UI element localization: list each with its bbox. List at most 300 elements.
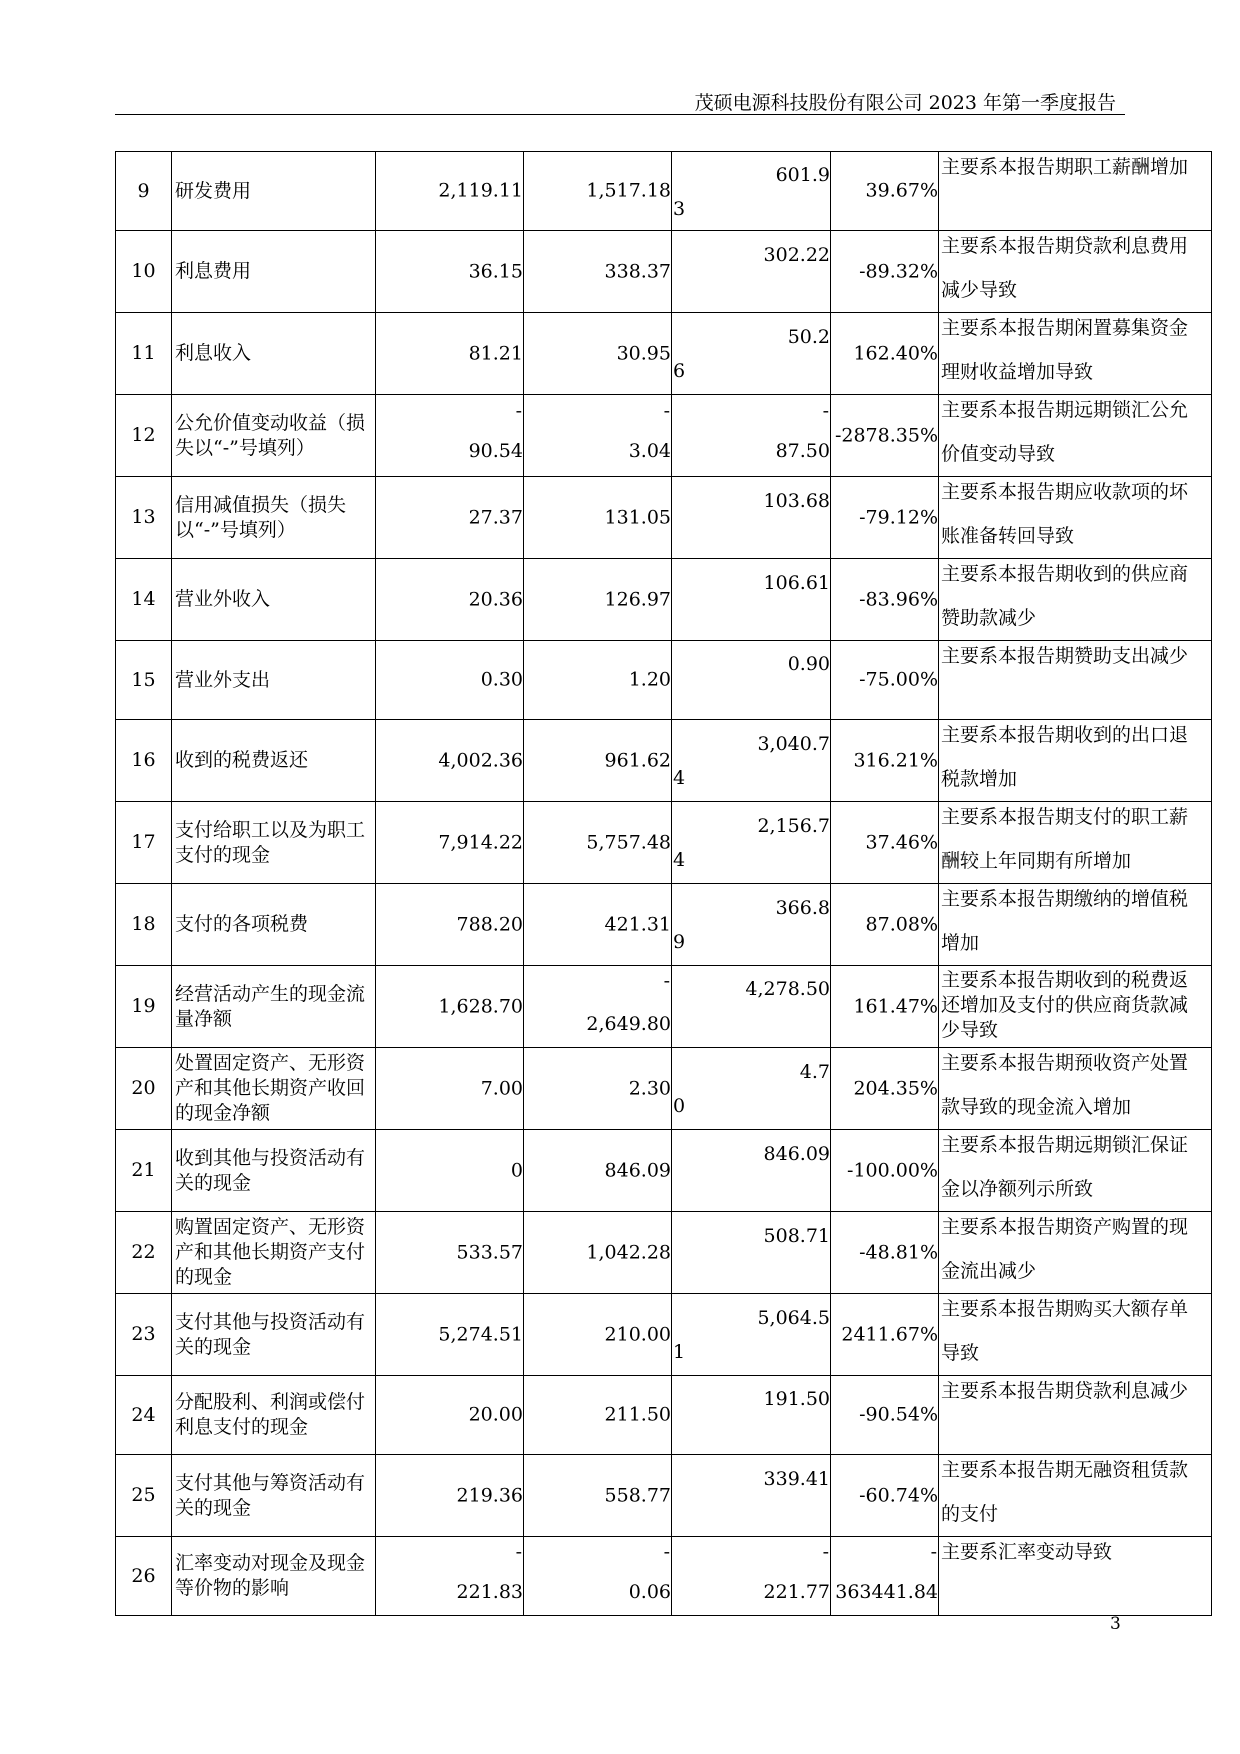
change-percent-box xyxy=(831,1296,938,1373)
change-amount-value: 302.22 xyxy=(763,244,830,266)
current-period-box xyxy=(376,1296,523,1373)
item-name-cell xyxy=(172,1537,376,1616)
row-number-cell xyxy=(116,641,172,720)
current-period-box xyxy=(376,479,523,556)
prior-period-value: 0.06 xyxy=(628,1580,671,1603)
row-number-cell xyxy=(116,231,172,313)
prior-period-box xyxy=(524,397,671,474)
prior-period-value: 131.05 xyxy=(604,506,671,528)
prior-period-box xyxy=(524,804,671,881)
row-number: 14 xyxy=(131,588,156,610)
change-percent-value: 204.35% xyxy=(853,1077,938,1099)
change-percent-value: -60.74% xyxy=(859,1484,938,1506)
current-period-box xyxy=(376,233,523,310)
reason-note: 主要系本报告期职工薪酬增加 xyxy=(941,156,1189,178)
current-period-cell xyxy=(376,1130,524,1212)
table-row xyxy=(116,1294,1212,1376)
row-number-cell xyxy=(116,1130,172,1212)
row-number-cell xyxy=(116,1537,172,1616)
item-name: 支付其他与投资活动有关的现金 xyxy=(175,1310,366,1358)
change-amount-value: 366.8 xyxy=(775,897,830,919)
prior-period-box xyxy=(524,1296,671,1373)
current-period-value: 81.21 xyxy=(468,342,523,364)
table-row xyxy=(116,477,1212,559)
change-amount-overflow-digit: 4 xyxy=(673,849,686,871)
prior-period-value: 1,042.28 xyxy=(586,1241,671,1263)
prior-period-value: 126.97 xyxy=(604,588,671,610)
prior-period-box xyxy=(524,1050,671,1127)
item-name: 公允价值变动收益（损失以“-”号填列） xyxy=(175,411,366,459)
prior-period-value: 2.30 xyxy=(628,1077,671,1099)
change-amount-cell xyxy=(672,477,831,559)
item-name: 研发费用 xyxy=(175,179,252,202)
change-amount-cell xyxy=(672,1130,831,1212)
prior-period-cell xyxy=(524,313,672,395)
reason-note: 主要系本报告期赞助支出减少 xyxy=(941,645,1189,667)
prior-period-value: 1.20 xyxy=(628,668,671,691)
reason-note: 主要系本报告期贷款利息费用减少导致 xyxy=(941,235,1189,301)
row-number: 18 xyxy=(131,913,156,935)
change-percent-value: 37.46% xyxy=(865,831,938,853)
change-percent-value: 87.08% xyxy=(865,913,938,935)
current-period-value: 20.36 xyxy=(468,588,523,610)
row-number: 23 xyxy=(131,1323,156,1345)
change-percent-box xyxy=(831,315,938,392)
current-period-box xyxy=(376,561,523,638)
current-period-value: 90.54 xyxy=(468,440,523,462)
table-row xyxy=(116,1455,1212,1537)
change-amount-value: 50.2 xyxy=(787,326,830,348)
row-number-cell xyxy=(116,720,172,802)
reason-note-cell xyxy=(939,1455,1212,1537)
prior-period-cell xyxy=(524,1130,672,1212)
prior-period-value: 210.00 xyxy=(604,1323,671,1345)
prior-period-box xyxy=(524,479,671,556)
prior-period-value: 3.04 xyxy=(628,440,671,462)
prior-period-value: 961.62 xyxy=(604,749,671,771)
change-analysis-table xyxy=(115,151,1212,1616)
change-amount-box xyxy=(672,1457,830,1534)
current-period-box xyxy=(376,886,523,963)
change-amount-box xyxy=(672,1538,830,1615)
change-percent-cell xyxy=(831,1212,939,1294)
change-amount-sign: - xyxy=(822,400,829,422)
item-name: 利息收入 xyxy=(175,342,252,364)
change-amount-sign: - xyxy=(822,1540,829,1563)
row-number: 20 xyxy=(131,1077,156,1099)
current-period-value: 0 xyxy=(510,1159,523,1181)
item-name-cell xyxy=(172,1376,376,1455)
prior-period-cell xyxy=(524,231,672,313)
current-period-value: 533.57 xyxy=(456,1241,523,1263)
reason-note-cell xyxy=(939,884,1212,966)
reason-note: 主要系本报告期远期锁汇保证金以净额列示所致 xyxy=(941,1134,1189,1200)
change-amount-box xyxy=(672,153,830,230)
reason-note-cell xyxy=(939,1294,1212,1376)
change-percent-box xyxy=(831,1457,938,1534)
prior-period-box xyxy=(524,153,671,230)
change-amount-box xyxy=(672,233,830,310)
change-amount-box xyxy=(672,804,830,881)
page-number: 3 xyxy=(1110,1614,1121,1634)
reason-note: 主要系本报告期购买大额存单导致 xyxy=(941,1298,1189,1364)
change-amount-box xyxy=(672,722,830,799)
change-percent-box xyxy=(831,886,938,963)
reason-note-cell xyxy=(939,1376,1212,1455)
current-period-cell xyxy=(376,477,524,559)
prior-period-cell xyxy=(524,802,672,884)
reason-note: 主要系本报告期应收款项的坏账准备转回导致 xyxy=(941,481,1189,547)
change-amount-overflow-digit: 1 xyxy=(673,1341,686,1363)
prior-period-value: 2,649.80 xyxy=(586,1012,671,1035)
current-period-cell xyxy=(376,884,524,966)
row-number: 21 xyxy=(131,1159,156,1181)
item-name-cell xyxy=(172,313,376,395)
item-name-cell xyxy=(172,802,376,884)
current-period-value: 788.20 xyxy=(456,913,523,935)
prior-period-sign: - xyxy=(663,969,670,992)
prior-period-value: 846.09 xyxy=(604,1159,671,1181)
current-period-box xyxy=(376,1457,523,1534)
change-amount-box xyxy=(672,1296,830,1373)
item-name: 支付给职工以及为职工支付的现金 xyxy=(175,818,366,866)
row-number: 13 xyxy=(131,506,156,528)
item-name-cell xyxy=(172,641,376,720)
change-amount-cell xyxy=(672,641,831,720)
change-amount-overflow-digit: 9 xyxy=(673,931,686,953)
change-percent-value: -90.54% xyxy=(859,1403,938,1426)
prior-period-box xyxy=(524,1214,671,1291)
prior-period-box xyxy=(524,642,671,719)
table-row xyxy=(116,1376,1212,1455)
reason-note: 主要系本报告期闲置募集资金理财收益增加导致 xyxy=(941,317,1189,383)
prior-period-cell xyxy=(524,720,672,802)
current-period-box xyxy=(376,804,523,881)
change-amount-cell xyxy=(672,1455,831,1537)
reason-note-cell xyxy=(939,477,1212,559)
table-row xyxy=(116,1048,1212,1130)
current-period-box xyxy=(376,1377,523,1454)
change-percent-box xyxy=(831,153,938,230)
current-period-value: 7.00 xyxy=(480,1077,523,1099)
current-period-cell xyxy=(376,395,524,477)
change-amount-value: 0.90 xyxy=(787,652,830,675)
item-name: 营业外收入 xyxy=(175,588,271,610)
row-number: 9 xyxy=(137,179,150,202)
change-percent-cell xyxy=(831,884,939,966)
change-amount-box xyxy=(672,561,830,638)
prior-period-cell xyxy=(524,1376,672,1455)
change-percent-cell xyxy=(831,720,939,802)
current-period-sign: - xyxy=(515,1540,522,1563)
row-number: 12 xyxy=(131,424,156,446)
change-amount-value: 508.71 xyxy=(763,1225,830,1247)
item-name: 收到其他与投资活动有关的现金 xyxy=(175,1146,366,1194)
prior-period-value: 211.50 xyxy=(604,1403,671,1426)
reason-note: 主要系本报告期缴纳的增值税增加 xyxy=(941,888,1189,954)
row-number: 11 xyxy=(131,342,156,364)
item-name: 支付的各项税费 xyxy=(175,913,309,935)
table-row xyxy=(116,152,1212,231)
table-row xyxy=(116,559,1212,641)
prior-period-box xyxy=(524,886,671,963)
row-number-cell xyxy=(116,313,172,395)
change-percent-cell xyxy=(831,966,939,1048)
row-number-cell xyxy=(116,966,172,1048)
change-percent-cell xyxy=(831,1048,939,1130)
change-percent-cell xyxy=(831,1376,939,1455)
change-amount-box xyxy=(672,479,830,556)
reason-note: 主要系本报告期收到的供应商赞助款减少 xyxy=(941,563,1189,629)
change-amount-value: 103.68 xyxy=(763,490,830,512)
change-amount-value: 846.09 xyxy=(763,1143,830,1165)
row-number-cell xyxy=(116,395,172,477)
reason-note: 主要系本报告期贷款利息减少 xyxy=(941,1380,1189,1402)
table-row xyxy=(116,884,1212,966)
header-rule xyxy=(115,114,1125,115)
change-amount-value: 4.7 xyxy=(799,1061,830,1083)
prior-period-cell xyxy=(524,1537,672,1616)
item-name-cell xyxy=(172,1294,376,1376)
change-percent-cell xyxy=(831,231,939,313)
prior-period-box xyxy=(524,967,671,1047)
current-period-cell xyxy=(376,231,524,313)
change-percent-box xyxy=(831,804,938,881)
reason-note-cell xyxy=(939,1130,1212,1212)
table-row xyxy=(116,641,1212,720)
change-percent-box xyxy=(831,479,938,556)
table-row xyxy=(116,1212,1212,1294)
row-number-cell xyxy=(116,884,172,966)
change-amount-box xyxy=(672,1377,830,1454)
row-number-cell xyxy=(116,1212,172,1294)
current-period-value: 27.37 xyxy=(468,506,523,528)
row-number: 24 xyxy=(131,1403,156,1426)
change-percent-value: -48.81% xyxy=(859,1241,938,1263)
change-amount-overflow-digit: 4 xyxy=(673,767,686,789)
reason-note: 主要系本报告期资产购置的现金流出减少 xyxy=(941,1216,1189,1282)
prior-period-cell xyxy=(524,966,672,1048)
row-number-cell xyxy=(116,152,172,231)
change-percent-cell xyxy=(831,641,939,720)
current-period-box xyxy=(376,642,523,719)
row-number: 25 xyxy=(131,1484,156,1506)
current-period-box xyxy=(376,315,523,392)
reason-note: 主要系汇率变动导致 xyxy=(941,1541,1113,1563)
change-amount-overflow-digit: 0 xyxy=(673,1095,686,1117)
prior-period-value: 1,517.18 xyxy=(586,179,671,202)
change-amount-box xyxy=(672,1132,830,1209)
change-percent-cell xyxy=(831,1130,939,1212)
prior-period-cell xyxy=(524,1455,672,1537)
row-number: 10 xyxy=(131,260,156,282)
prior-period-cell xyxy=(524,395,672,477)
change-amount-value: 3,040.7 xyxy=(757,733,830,755)
item-name-cell xyxy=(172,720,376,802)
current-period-cell xyxy=(376,1455,524,1537)
item-name: 信用减值损失（损失以“-”号填列） xyxy=(175,493,347,541)
current-period-box xyxy=(376,1132,523,1209)
change-amount-cell xyxy=(672,720,831,802)
row-number-cell xyxy=(116,1376,172,1455)
item-name: 分配股利、利润或偿付利息支付的现金 xyxy=(175,1391,366,1438)
reason-note: 主要系本报告期收到的税费返还增加及支付的供应商货款减少导致 xyxy=(941,969,1189,1041)
item-name: 收到的税费返还 xyxy=(175,749,309,771)
item-name-cell xyxy=(172,395,376,477)
current-period-box xyxy=(376,1538,523,1615)
reason-note-cell xyxy=(939,559,1212,641)
table-row xyxy=(116,720,1212,802)
reason-note-cell xyxy=(939,641,1212,720)
prior-period-value: 338.37 xyxy=(604,260,671,282)
prior-period-cell xyxy=(524,477,672,559)
change-amount-box xyxy=(672,1214,830,1291)
current-period-cell xyxy=(376,641,524,720)
table-row xyxy=(116,395,1212,477)
current-period-cell xyxy=(376,1048,524,1130)
change-percent-value: 161.47% xyxy=(853,995,938,1017)
change-percent-cell xyxy=(831,313,939,395)
current-period-value: 221.83 xyxy=(456,1580,523,1603)
prior-period-sign: - xyxy=(663,1540,670,1563)
table-row xyxy=(116,231,1212,313)
change-amount-cell xyxy=(672,884,831,966)
change-percent-box xyxy=(831,1538,938,1615)
change-percent-box xyxy=(831,722,938,799)
change-amount-cell xyxy=(672,1376,831,1455)
change-amount-box xyxy=(672,397,830,474)
table-row xyxy=(116,966,1212,1048)
change-percent-value: 316.21% xyxy=(853,749,938,771)
change-percent-box xyxy=(831,233,938,310)
change-amount-value: 221.77 xyxy=(763,1580,830,1603)
row-number-cell xyxy=(116,802,172,884)
prior-period-cell xyxy=(524,559,672,641)
reason-note: 主要系本报告期支付的职工薪酬较上年同期有所增加 xyxy=(941,806,1189,872)
current-period-box xyxy=(376,722,523,799)
change-percent-sign: - xyxy=(930,1540,937,1563)
current-period-cell xyxy=(376,966,524,1048)
change-amount-box xyxy=(672,967,830,1047)
table-row xyxy=(116,1130,1212,1212)
change-percent-cell xyxy=(831,152,939,231)
current-period-box xyxy=(376,153,523,230)
change-percent-cell xyxy=(831,395,939,477)
change-percent-cell xyxy=(831,802,939,884)
change-amount-cell xyxy=(672,231,831,313)
row-number: 26 xyxy=(131,1564,156,1587)
change-percent-value: 39.67% xyxy=(865,179,938,202)
change-percent-value: 2411.67% xyxy=(841,1323,938,1345)
reason-note-cell xyxy=(939,1048,1212,1130)
current-period-sign: - xyxy=(515,400,522,422)
table-row xyxy=(116,313,1212,395)
change-amount-cell xyxy=(672,1537,831,1616)
change-amount-value: 339.41 xyxy=(763,1468,830,1490)
row-number: 19 xyxy=(131,995,156,1017)
prior-period-value: 30.95 xyxy=(616,342,671,364)
change-percent-box xyxy=(831,1377,938,1454)
item-name-cell xyxy=(172,231,376,313)
change-amount-overflow-digit: 3 xyxy=(673,197,686,220)
prior-period-box xyxy=(524,1132,671,1209)
report-header-title: 茂硕电源科技股份有限公司 2023 年第一季度报告 xyxy=(694,92,1116,114)
change-amount-box xyxy=(672,886,830,963)
prior-period-cell xyxy=(524,1294,672,1376)
table-row xyxy=(116,802,1212,884)
reason-note-cell xyxy=(939,152,1212,231)
item-name-cell xyxy=(172,1048,376,1130)
prior-period-sign: - xyxy=(663,400,670,422)
change-percent-value: -2878.35% xyxy=(834,424,938,446)
item-name-cell xyxy=(172,477,376,559)
row-number-cell xyxy=(116,1455,172,1537)
change-percent-value: -75.00% xyxy=(859,668,938,691)
current-period-value: 1,628.70 xyxy=(438,995,523,1017)
change-amount-cell xyxy=(672,802,831,884)
prior-period-cell xyxy=(524,1212,672,1294)
row-number-cell xyxy=(116,1294,172,1376)
change-percent-value: -79.12% xyxy=(859,506,938,528)
prior-period-box xyxy=(524,1457,671,1534)
change-percent-cell xyxy=(831,477,939,559)
change-amount-value: 601.9 xyxy=(775,163,830,186)
prior-period-cell xyxy=(524,641,672,720)
item-name-cell xyxy=(172,966,376,1048)
item-name: 经营活动产生的现金流量净额 xyxy=(175,982,366,1030)
row-number-cell xyxy=(116,1048,172,1130)
change-percent-value: -83.96% xyxy=(859,588,938,610)
change-percent-box xyxy=(831,397,938,474)
item-name-cell xyxy=(172,1130,376,1212)
item-name-cell xyxy=(172,559,376,641)
current-period-value: 4,002.36 xyxy=(438,749,523,771)
change-amount-value: 5,064.5 xyxy=(757,1307,830,1329)
change-percent-cell xyxy=(831,1455,939,1537)
reason-note: 主要系本报告期无融资租赁款的支付 xyxy=(941,1459,1189,1525)
current-period-value: 7,914.22 xyxy=(438,831,523,853)
change-percent-box xyxy=(831,561,938,638)
prior-period-value: 558.77 xyxy=(604,1484,671,1506)
reason-note: 主要系本报告期远期锁汇公允价值变动导致 xyxy=(941,399,1189,465)
item-name: 处置固定资产、无形资产和其他长期资产收回的现金净额 xyxy=(175,1052,366,1124)
current-period-cell xyxy=(376,802,524,884)
row-number: 17 xyxy=(131,831,156,853)
change-amount-cell xyxy=(672,1048,831,1130)
prior-period-cell xyxy=(524,152,672,231)
change-amount-value: 2,156.7 xyxy=(757,815,830,837)
current-period-value: 36.15 xyxy=(468,260,523,282)
change-amount-cell xyxy=(672,313,831,395)
current-period-cell xyxy=(376,1537,524,1616)
prior-period-value: 421.31 xyxy=(604,913,671,935)
reason-note-cell xyxy=(939,1212,1212,1294)
change-percent-box xyxy=(831,642,938,719)
change-amount-cell xyxy=(672,152,831,231)
change-amount-value: 4,278.50 xyxy=(745,977,830,1000)
change-amount-cell xyxy=(672,395,831,477)
row-number-cell xyxy=(116,559,172,641)
item-name-cell xyxy=(172,152,376,231)
change-amount-value: 106.61 xyxy=(763,572,830,594)
change-amount-value: 191.50 xyxy=(763,1387,830,1410)
reason-note-cell xyxy=(939,231,1212,313)
row-number: 16 xyxy=(131,749,156,771)
change-percent-value: 162.40% xyxy=(853,342,938,364)
current-period-cell xyxy=(376,1294,524,1376)
prior-period-box xyxy=(524,233,671,310)
reason-note-cell xyxy=(939,1537,1212,1616)
